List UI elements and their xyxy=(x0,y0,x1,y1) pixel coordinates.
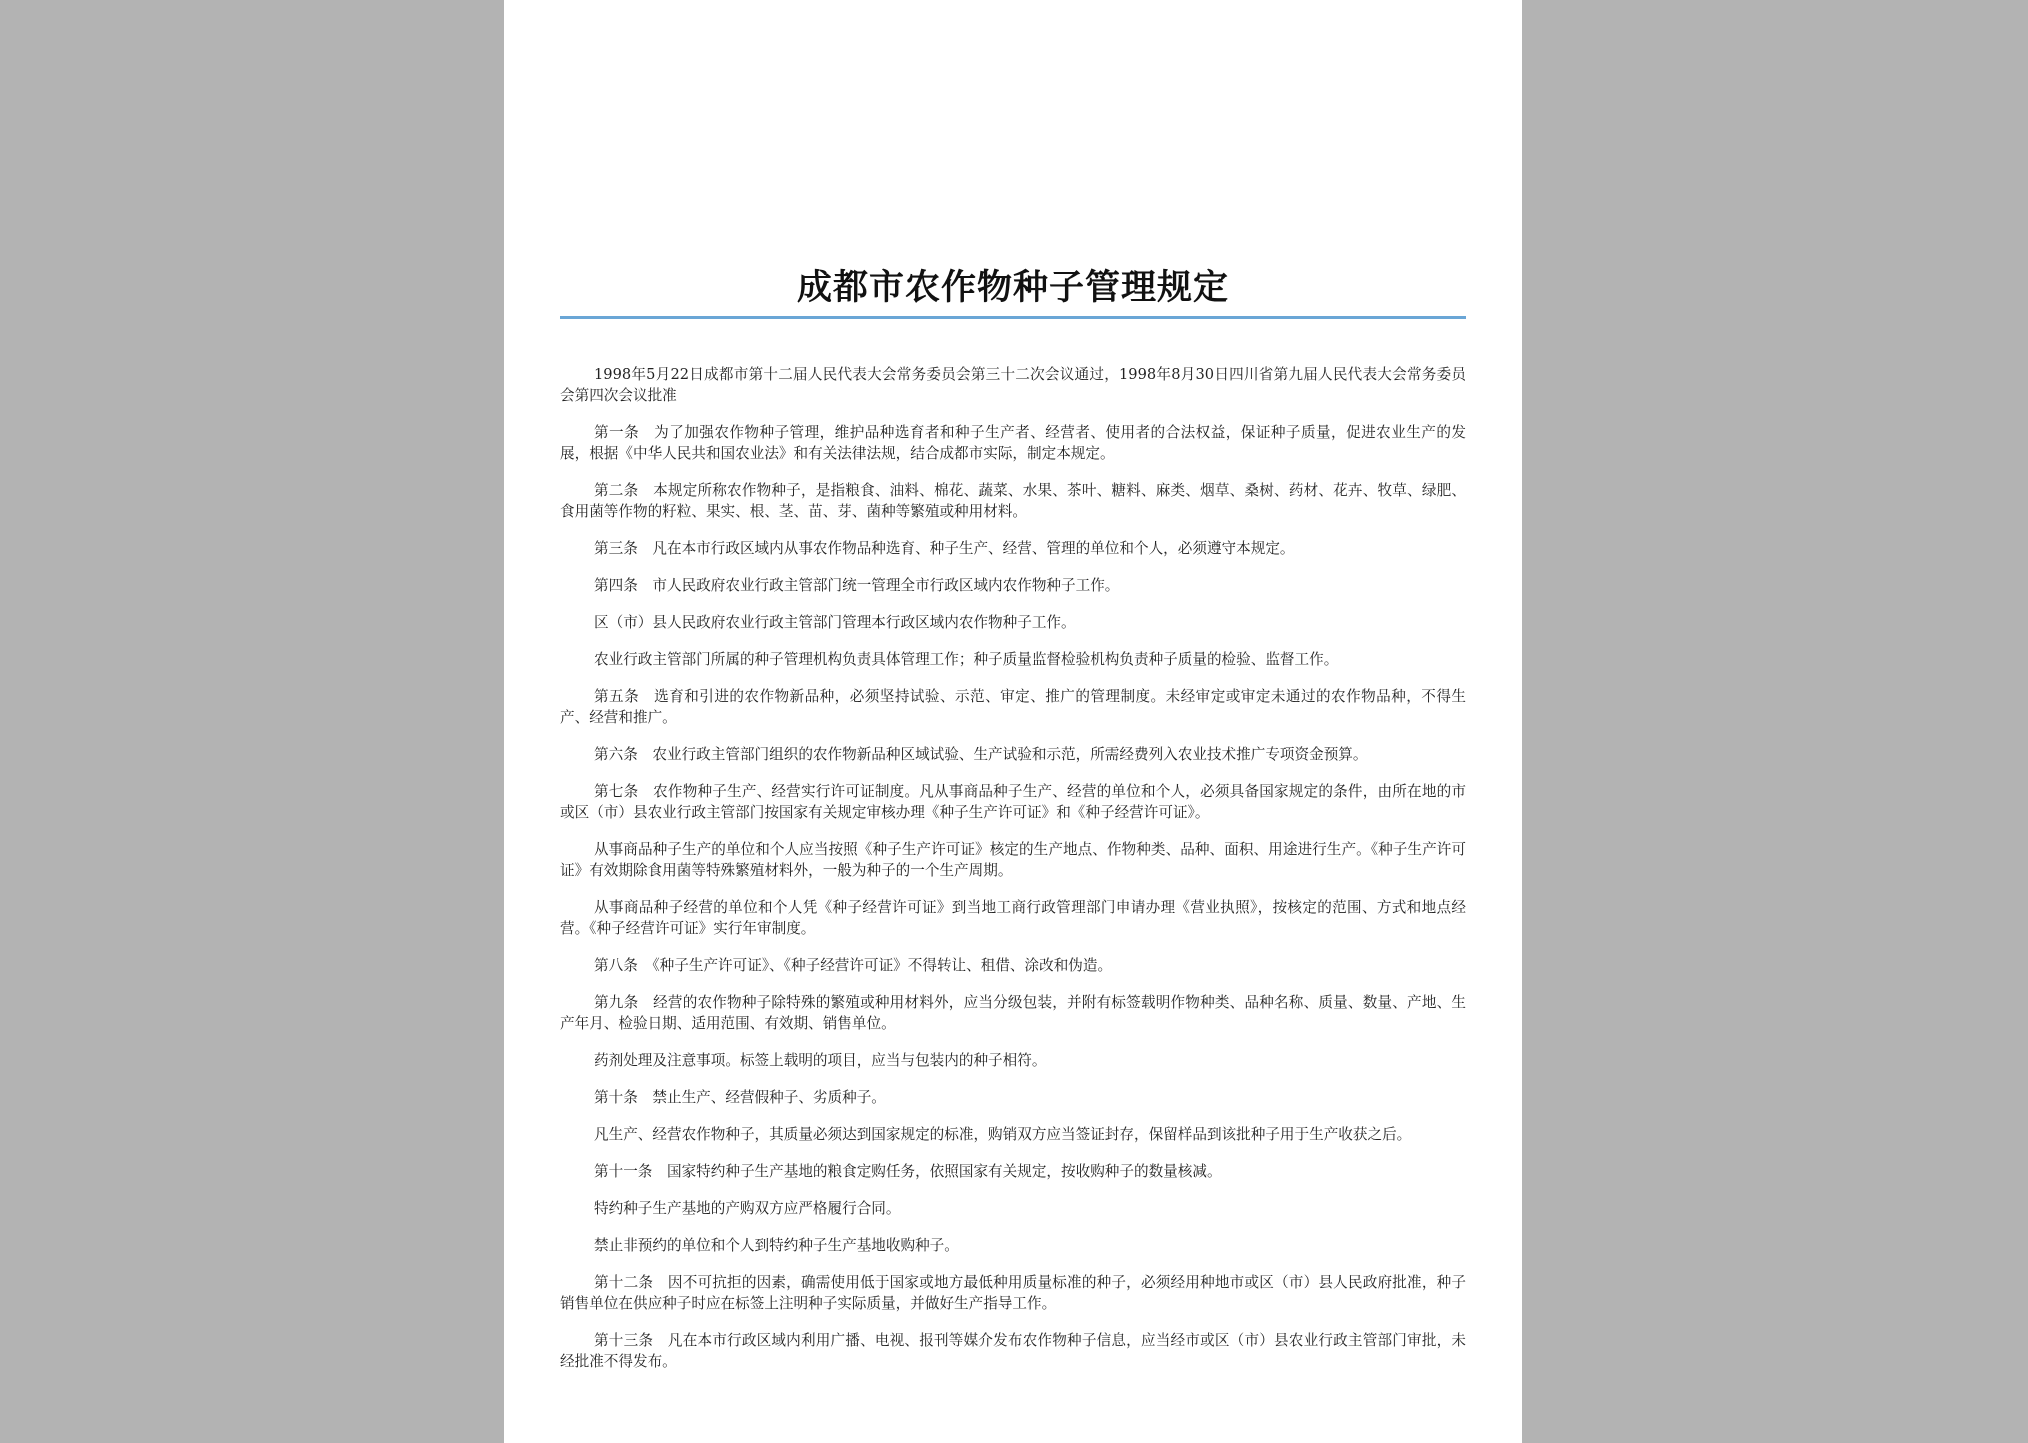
paragraph-article-4-item-3: 农业行政主管部门所属的种子管理机构负责具体管理工作；种子质量监督检验机构负责种子质量的检验、监督工作。 xyxy=(594,651,1339,668)
paragraph-article-10: 第十条 禁止生产、经营假种子、劣质种子。 xyxy=(594,1089,886,1106)
paragraph-article-1: 第一条 为了加强农作物种子管理，维护品种选育者和种子生产者、经营者、使用者的合法权益，保证种子质量，促进农业生产的发展，根据《中华人民共和国农业法》和有关法律法规，结合成都市实际，制定本规定。 xyxy=(560,424,1466,462)
paragraph-article-7-item-3: 从事商品种子经营的单位和个人凭《种子经营许可证》到当地工商行政管理部门申请办理《营业执照》，按核定的范围、方式和地点经营。《种子经营许可证》实行年审制度。 xyxy=(560,899,1466,937)
paragraph-article-4-item-2: 区（市）县人民政府农业行政主管部门管理本行政区域内农作物种子工作。 xyxy=(594,614,1076,631)
document-body xyxy=(560,364,1466,1372)
paragraph-article-10-item-2: 凡生产、经营农作物种子，其质量必须达到国家规定的标准，购销双方应当签证封存，保留样品到该批种子用于生产收获之后。 xyxy=(594,1126,1412,1143)
paragraph-preamble: 1998年5月22日成都市第十二届人民代表大会常务委员会第三十二次会议通过，1998年8月30日四川省第九届人民代表大会常务委员会第四次会议批准 xyxy=(560,366,1466,404)
paragraph-article-7-item-2: 从事商品种子生产的单位和个人应当按照《种子生产许可证》核定的生产地点、作物种类、品种、面积、用途进行生产。《种子生产许可证》有效期除食用菌等特殊繁殖材料外，一般为种子的一个生产周期。 xyxy=(560,841,1466,879)
title-divider xyxy=(560,316,1466,319)
paragraph-article-9: 第九条 经营的农作物种子除特殊的繁殖或种用材料外，应当分级包装，并附有标签载明作物种类、品种名称、质量、数量、产地、生产年月、检验日期、适用范围、有效期、销售单位。 xyxy=(560,994,1466,1032)
paragraph-article-9-item-2: 药剂处理及注意事项。标签上载明的项目，应当与包装内的种子相符。 xyxy=(594,1052,1047,1069)
paragraph-article-3: 第三条 凡在本市行政区域内从事农作物品种选育、种子生产、经营、管理的单位和个人，必须遵守本规定。 xyxy=(594,540,1295,557)
paragraph-article-8: 第八条 《种子生产许可证》、《种子经营许可证》不得转让、租借、涂改和伪造。 xyxy=(594,957,1113,974)
document-page xyxy=(504,0,1522,1443)
paragraph-article-4: 第四条 市人民政府农业行政主管部门统一管理全市行政区域内农作物种子工作。 xyxy=(594,577,1120,594)
paragraph-article-12: 第十二条 因不可抗拒的因素，确需使用低于国家或地方最低种用质量标准的种子，必须经用种地市或区（市）县人民政府批准，种子销售单位在供应种子时应在标签上注明种子实际质量，并做好生产指导工作。 xyxy=(560,1274,1466,1312)
paragraph-article-2: 第二条 本规定所称农作物种子，是指粮食、油料、棉花、蔬菜、水果、茶叶、糖料、麻类、烟草、桑树、药材、花卉、牧草、绿肥、食用菌等作物的籽粒、果实、根、茎、苗、芽、菌种等繁殖或种用材料。 xyxy=(560,482,1466,520)
paragraph-article-5: 第五条 选育和引进的农作物新品种，必须坚持试验、示范、审定、推广的管理制度。未经审定或审定未通过的农作物品种，不得生产、经营和推广。 xyxy=(560,688,1466,726)
paragraph-article-11-item-2: 特约种子生产基地的产购双方应严格履行合同。 xyxy=(594,1200,901,1217)
paragraph-article-13: 第十三条 凡在本市行政区域内利用广播、电视、报刊等媒介发布农作物种子信息，应当经市或区（市）县农业行政主管部门审批，未经批准不得发布。 xyxy=(560,1332,1466,1370)
document-title: 成都市农作物种子管理规定 xyxy=(796,267,1229,308)
paragraph-article-6: 第六条 农业行政主管部门组织的农作物新品种区域试验、生产试验和示范，所需经费列入农业技术推广专项资金预算。 xyxy=(594,746,1368,763)
paragraph-article-7: 第七条 农作物种子生产、经营实行许可证制度。凡从事商品种子生产、经营的单位和个人，必须具备国家规定的条件，由所在地的市或区（市）县农业行政主管部门按国家有关规定审核办理《种子生产许可证》和《种子经营许可证》。 xyxy=(560,783,1466,821)
paragraph-article-11: 第十一条 国家特约种子生产基地的粮食定购任务，依照国家有关规定，按收购种子的数量核减。 xyxy=(594,1163,1222,1180)
paragraph-article-11-item-3: 禁止非预约的单位和个人到特约种子生产基地收购种子。 xyxy=(594,1237,959,1254)
